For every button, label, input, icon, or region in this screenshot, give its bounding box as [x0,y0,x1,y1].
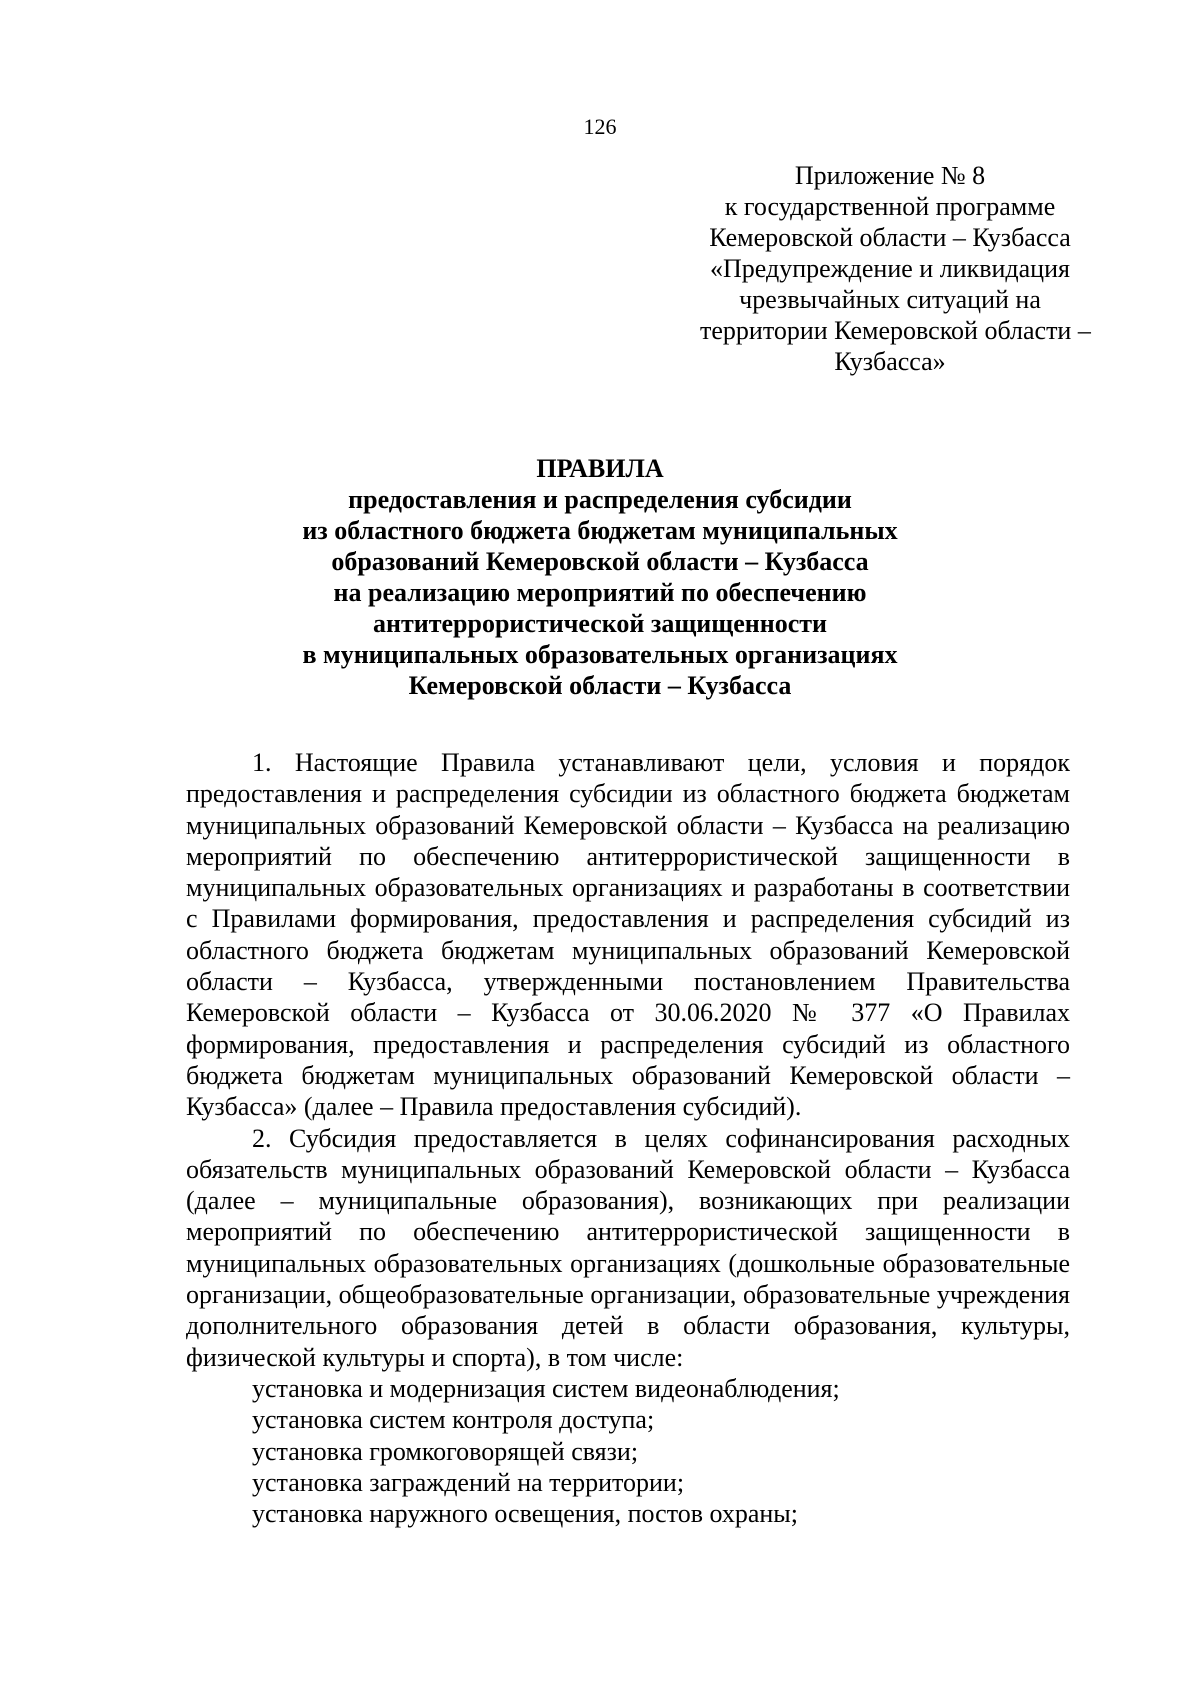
title-line: образований Кемеровской области – Кузбасса [331,547,869,576]
appendix-line: Приложение № 8 [794,161,986,190]
appendix-line: чрезвычайных ситуаций на [739,285,1041,314]
appendix-line: «Предупреждение и ликвидация [710,254,1070,283]
document-body [186,747,1070,1529]
title-heading: ПРАВИЛА [536,454,664,483]
appendix-header [700,160,1091,377]
paragraph-1: 1. Настоящие Правила устанавливают цели, условия и порядок предоставления и распределения субсидии из областного бюджета бюджетам муниципальных образований Кемеровской области – Кузбасса на реализацию мероприятий по обеспечению антитеррористической защищенности в муниципальных образовательных организациях и разработаны в соответствии с Правилами формирования, предоставления и распределения субсидий из областного бюджета бюджетам муниципальных образований Кемеровской области – Кузбасса, утвержденными постановлением Правительства Кемеровской области – Кузбасса от 30.06.2020 № 377 «О Правилах формирования, предоставления и распределения субсидий из областного бюджета бюджетам муниципальных образований Кемеровской области – Кузбасса» (далее – Правила предоставления субсидий). [186,748,1070,1122]
document-title [0,453,1200,701]
list-item: установка и модернизация систем видеонаблюдения; [252,1373,840,1403]
page-number: 126 [583,114,617,139]
list-item: установка громкоговорящей связи; [252,1436,639,1466]
appendix-line: к государственной программе [724,192,1056,221]
title-line: на реализацию мероприятий по обеспечению [333,578,867,607]
list-item: установка наружного освещения, постов охраны; [252,1499,798,1529]
title-line: Кемеровской области – Кузбасса [408,671,792,700]
appendix-line: Кемеровской области – Кузбасса [709,223,1071,252]
paragraph-2: 2. Субсидия предоставляется в целях софинансирования расходных обязательств муниципальных образований Кемеровской области – Кузбасса (далее – муниципальные образования), возникающих при реализации мероприятий по обеспечению антитеррористической защищенности в муниципальных образовательных организациях (дошкольные образовательные организации, общеобразовательные организации, образовательные учреждения дополнительного образования детей в области образования, культуры, физической культуры и спорта), в том числе: [186,1123,1070,1372]
title-line: предоставления и распределения субсидии [348,485,852,514]
appendix-line: территории Кемеровской области – [700,316,1091,345]
list-item: установка заграждений на территории; [252,1467,685,1497]
title-line: антитеррористической защищенности [373,609,827,638]
title-line: из областного бюджета бюджетам муниципальных [302,516,898,545]
title-line: в муниципальных образовательных организациях [302,640,898,669]
list-item: установка систем контроля доступа; [252,1405,655,1435]
appendix-line: Кузбасса» [834,347,946,376]
